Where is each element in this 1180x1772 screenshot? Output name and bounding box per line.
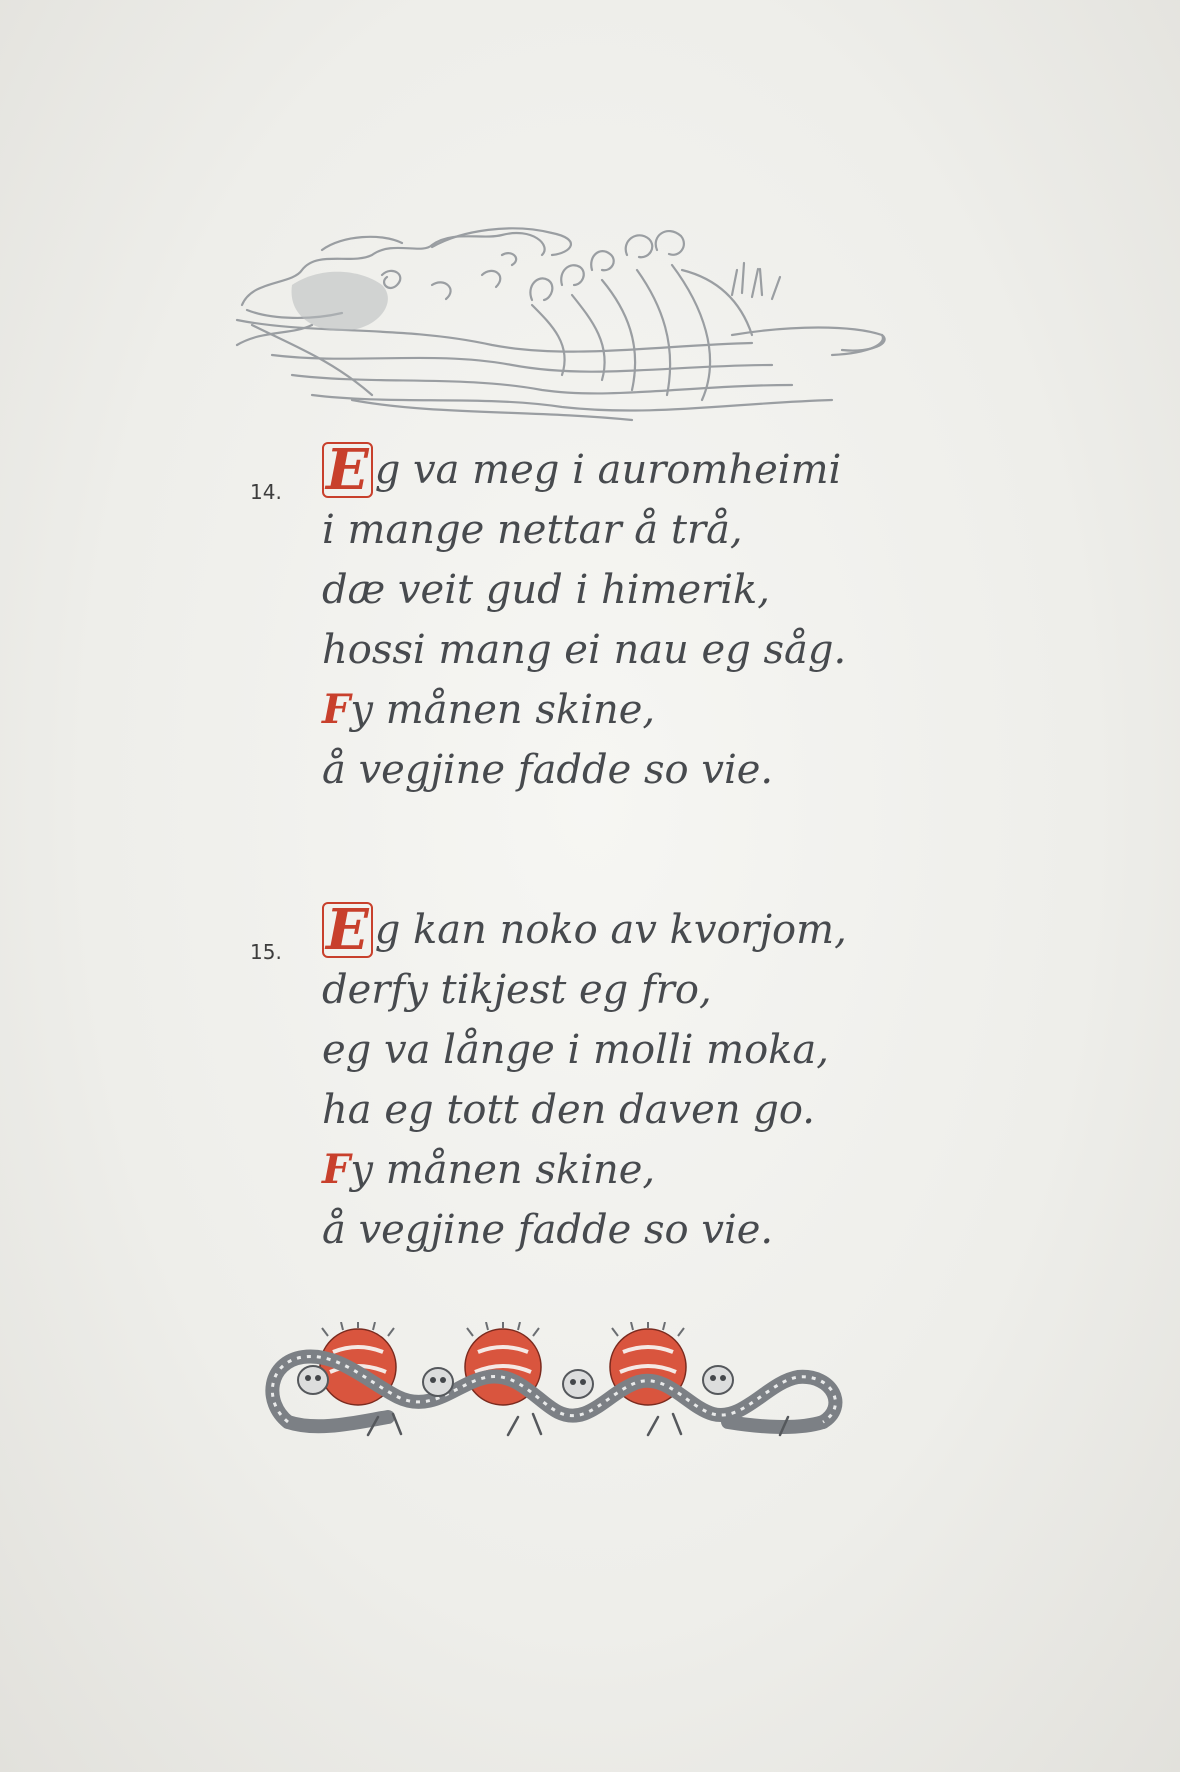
cloud-figures-illustration [232, 225, 892, 425]
refrain-initial: F [322, 1146, 351, 1193]
refrain-line: å vegjine fadde so vie. [322, 1207, 774, 1253]
verse-line: E g va meg i auromheimi [322, 440, 846, 500]
stanza-number: 15. [250, 940, 282, 964]
refrain-line: Fy månen skine, [322, 686, 656, 733]
verse-line: dæ veit gud i himerik, [322, 567, 770, 613]
verse-line: E g kan noko av kvorjom, [322, 900, 847, 960]
verse-line: ha eg tott den daven go. [322, 1087, 815, 1133]
verse-line: derfy tikjest eg fro, [322, 967, 712, 1013]
refrain-initial: F [322, 686, 351, 733]
refrain-line: Fy månen skine, [322, 1146, 656, 1193]
drop-cap: E [322, 902, 373, 958]
skull-knot-border-ornament [258, 1322, 856, 1442]
stanza-lines [322, 437, 847, 800]
refrain-line: å vegjine fadde so vie. [322, 747, 774, 793]
verse-line: hossi mang ei nau eg såg. [322, 627, 847, 673]
stanza-number: 14. [250, 480, 282, 504]
verse-line: eg va långe i molli moka, [322, 1027, 829, 1073]
drop-cap: E [322, 442, 373, 498]
verse-line: i mange nettar å trå, [322, 507, 743, 553]
stanza-lines [322, 897, 847, 1260]
